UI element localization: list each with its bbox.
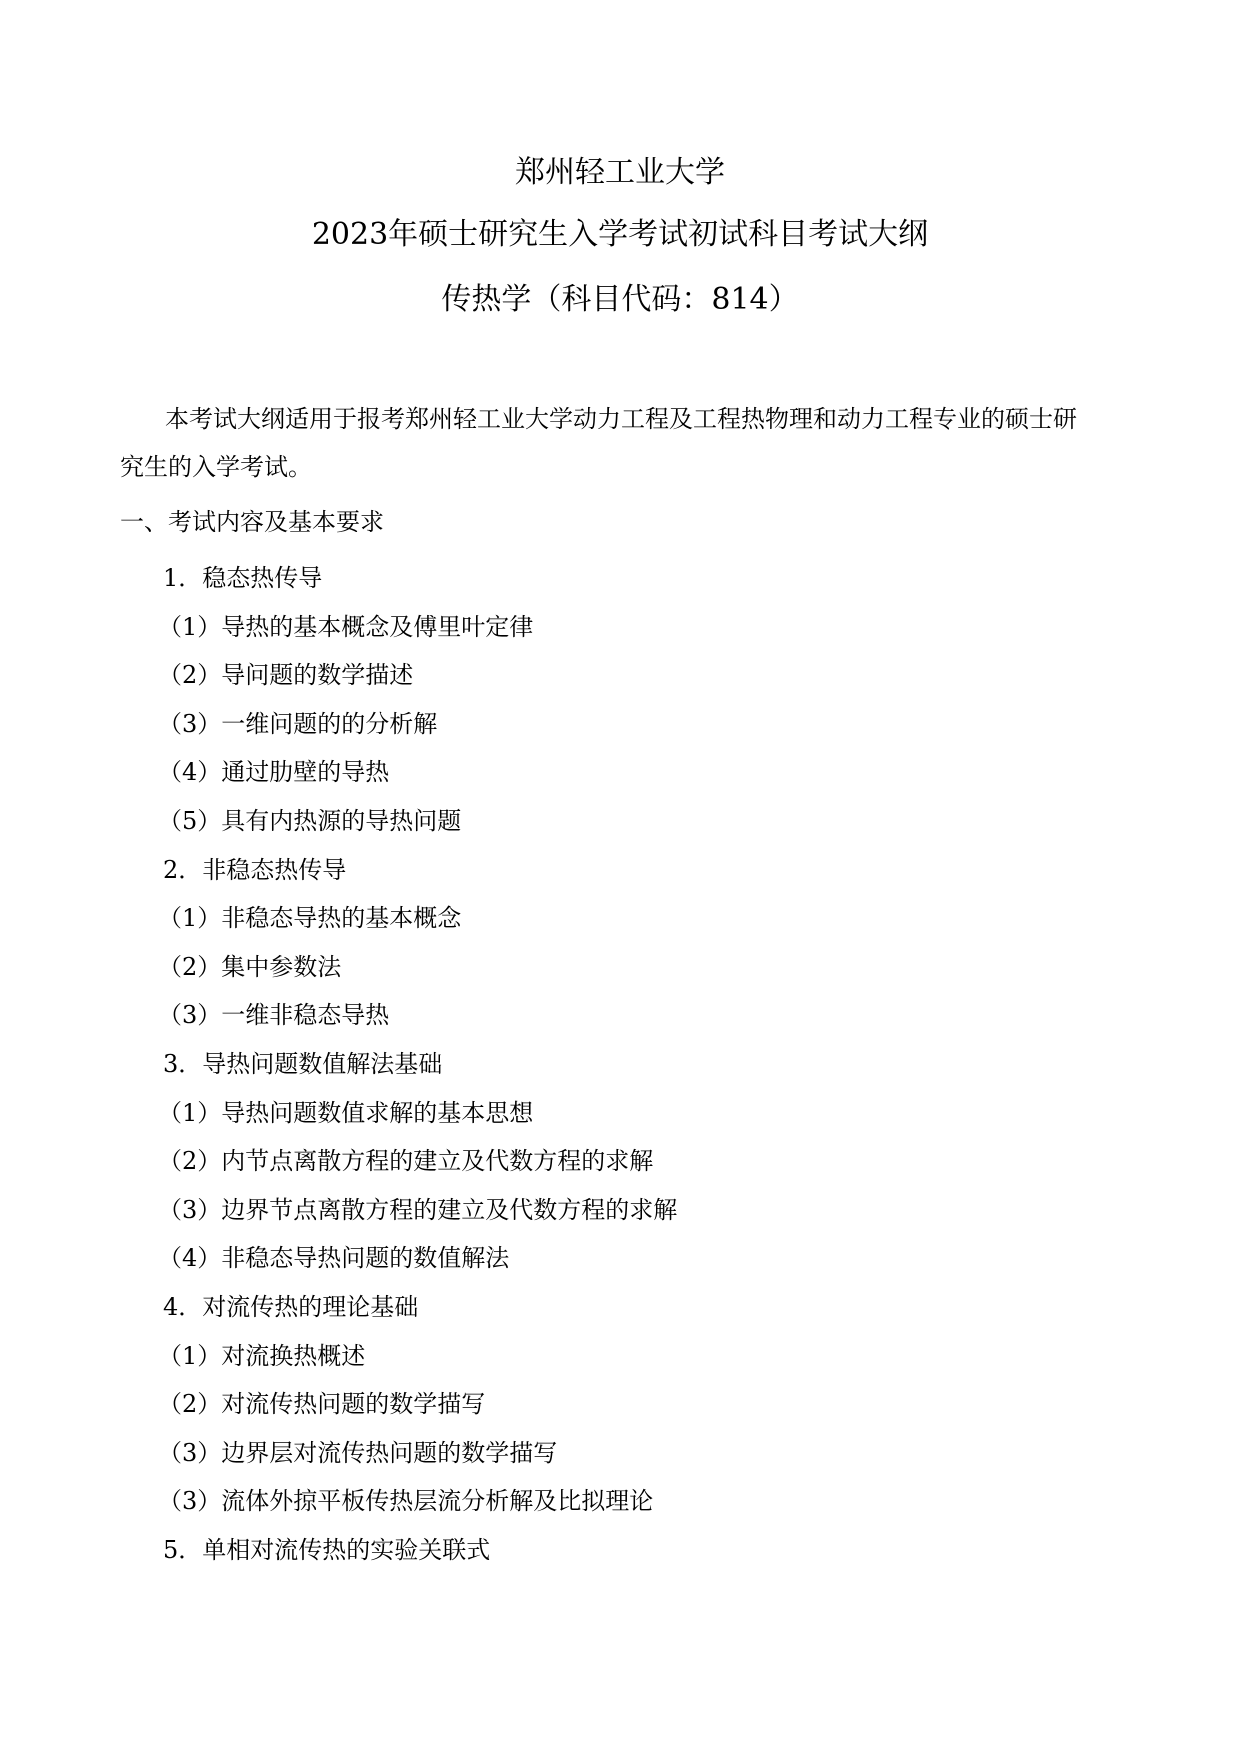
topic-item: （4）非稳态导热问题的数值解法: [158, 1244, 510, 1272]
topic-heading: 4．对流传热的理论基础: [163, 1293, 419, 1321]
intro-line-1: 本考试大纲适用于报考郑州轻工业大学动力工程及工程热物理和动力工程专业的硕士研: [165, 405, 1077, 433]
topic-item: （1）对流换热概述: [158, 1342, 366, 1370]
topic-item: （2）内节点离散方程的建立及代数方程的求解: [158, 1147, 654, 1175]
topic-heading: 1．稳态热传导: [163, 564, 323, 592]
topic-item: （4）通过肋壁的导热: [158, 758, 390, 786]
topic-item: （5）具有内热源的导热问题: [158, 807, 462, 835]
topic-item: （3）流体外掠平板传热层流分析解及比拟理论: [158, 1487, 654, 1515]
topic-item: （1）导热问题数值求解的基本思想: [158, 1099, 534, 1127]
topic-item: （1）导热的基本概念及傅里叶定律: [158, 613, 534, 641]
subject-title: 传热学（科目代码：814）: [441, 282, 799, 317]
section-heading: 一、考试内容及基本要求: [120, 508, 384, 536]
topic-item: （3）边界节点离散方程的建立及代数方程的求解: [158, 1196, 678, 1224]
document-title: 2023年硕士研究生入学考试初试科目考试大纲: [311, 217, 929, 252]
topic-item: （2）对流传热问题的数学描写: [158, 1390, 486, 1418]
intro-line-2: 究生的入学考试。: [120, 453, 312, 481]
topic-item: （2）集中参数法: [158, 953, 342, 981]
topic-heading: 3．导热问题数值解法基础: [163, 1050, 443, 1078]
topic-item: （3）一维问题的的分析解: [158, 710, 438, 738]
topic-heading: 5．单相对流传热的实验关联式: [163, 1536, 491, 1564]
topic-item: （2）导问题的数学描述: [158, 661, 414, 689]
university-name: 郑州轻工业大学: [515, 155, 725, 190]
topic-item: （1）非稳态导热的基本概念: [158, 904, 462, 932]
topic-heading: 2．非稳态热传导: [163, 856, 347, 884]
topic-item: （3）一维非稳态导热: [158, 1001, 390, 1029]
topic-item: （3）边界层对流传热问题的数学描写: [158, 1439, 558, 1467]
